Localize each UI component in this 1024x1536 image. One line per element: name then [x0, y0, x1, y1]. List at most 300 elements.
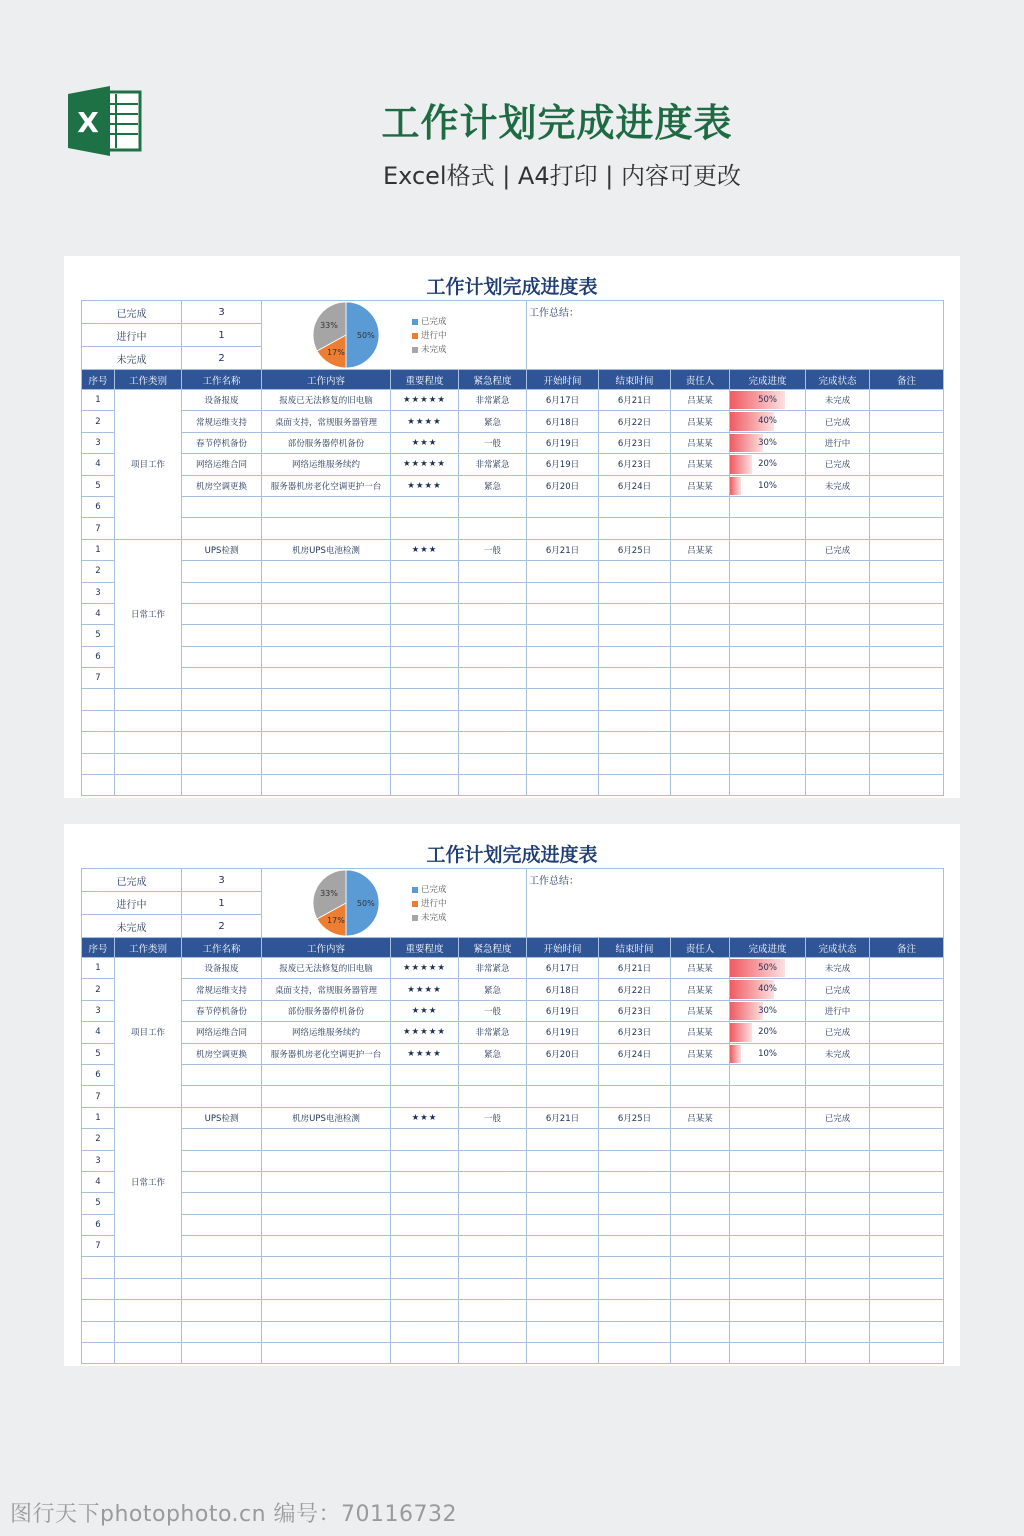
task-name[interactable] [182, 1150, 262, 1171]
blank-cell[interactable] [391, 689, 459, 710]
urgency[interactable] [459, 1171, 527, 1192]
blank-cell[interactable] [599, 1300, 671, 1321]
blank-cell[interactable] [806, 1257, 870, 1278]
progress-cell[interactable] [730, 625, 806, 646]
start-date[interactable]: 6月19日 [527, 1022, 599, 1043]
blank-cell[interactable] [115, 1300, 182, 1321]
blank-cell[interactable] [391, 732, 459, 753]
note[interactable] [870, 539, 944, 560]
progress-cell[interactable] [730, 668, 806, 689]
task-content[interactable]: 机房UPS电池检测 [262, 1107, 391, 1128]
end-date[interactable] [599, 496, 671, 517]
blank-cell[interactable] [391, 1343, 459, 1364]
end-date[interactable] [599, 561, 671, 582]
note[interactable] [870, 390, 944, 411]
blank-cell[interactable] [527, 1278, 599, 1299]
urgency[interactable] [459, 1150, 527, 1171]
start-date[interactable] [527, 1171, 599, 1192]
progress-cell[interactable] [730, 1236, 806, 1257]
importance-stars[interactable]: ★★★★★ [391, 958, 459, 979]
task-content[interactable] [262, 1171, 391, 1192]
importance-stars[interactable]: ★★★★ [391, 1043, 459, 1064]
blank-cell[interactable] [459, 1278, 527, 1299]
blank-cell[interactable] [459, 775, 527, 796]
status[interactable] [806, 496, 870, 517]
task-content[interactable] [262, 561, 391, 582]
progress-cell[interactable] [730, 1064, 806, 1085]
start-date[interactable]: 6月19日 [527, 454, 599, 475]
note[interactable] [870, 411, 944, 432]
status[interactable]: 已完成 [806, 454, 870, 475]
task-content[interactable]: 网络运维服务续约 [262, 454, 391, 475]
urgency[interactable]: 非常紧急 [459, 1022, 527, 1043]
task-name[interactable] [182, 1171, 262, 1192]
blank-cell[interactable] [806, 1321, 870, 1342]
blank-cell[interactable] [182, 710, 262, 731]
end-date[interactable]: 6月23日 [599, 454, 671, 475]
start-date[interactable]: 6月18日 [527, 411, 599, 432]
urgency[interactable] [459, 1214, 527, 1235]
importance-stars[interactable]: ★★★★ [391, 411, 459, 432]
blank-cell[interactable] [599, 1257, 671, 1278]
task-content[interactable]: 网络运维服务续约 [262, 1022, 391, 1043]
blank-cell[interactable] [870, 1343, 944, 1364]
urgency[interactable] [459, 1086, 527, 1107]
urgency[interactable]: 非常紧急 [459, 390, 527, 411]
importance-stars[interactable]: ★★★★ [391, 979, 459, 1000]
note[interactable] [870, 518, 944, 539]
blank-cell[interactable] [262, 732, 391, 753]
urgency[interactable]: 一般 [459, 432, 527, 453]
progress-cell[interactable] [730, 1171, 806, 1192]
note[interactable] [870, 496, 944, 517]
blank-cell[interactable] [870, 1321, 944, 1342]
blank-cell[interactable] [806, 689, 870, 710]
owner[interactable]: 吕某某 [671, 454, 730, 475]
owner[interactable] [671, 518, 730, 539]
task-name[interactable] [182, 1086, 262, 1107]
start-date[interactable]: 6月19日 [527, 432, 599, 453]
blank-cell[interactable] [527, 710, 599, 731]
blank-cell[interactable] [182, 732, 262, 753]
task-name[interactable]: 机房空调更换 [182, 475, 262, 496]
blank-cell[interactable] [527, 775, 599, 796]
blank-cell[interactable] [527, 1300, 599, 1321]
task-content[interactable] [262, 1236, 391, 1257]
blank-cell[interactable] [599, 1321, 671, 1342]
blank-cell[interactable] [730, 1257, 806, 1278]
note[interactable] [870, 1107, 944, 1128]
task-content[interactable]: 部份服务器停机备份 [262, 432, 391, 453]
start-date[interactable] [527, 1150, 599, 1171]
blank-cell[interactable] [262, 710, 391, 731]
blank-cell[interactable] [391, 1278, 459, 1299]
progress-cell[interactable] [730, 1150, 806, 1171]
owner[interactable] [671, 1193, 730, 1214]
task-content[interactable] [262, 668, 391, 689]
end-date[interactable] [599, 1236, 671, 1257]
task-name[interactable] [182, 561, 262, 582]
importance-stars[interactable] [391, 1150, 459, 1171]
note[interactable] [870, 432, 944, 453]
blank-cell[interactable] [459, 710, 527, 731]
task-name[interactable]: 春节停机备份 [182, 432, 262, 453]
blank-cell[interactable] [459, 1300, 527, 1321]
owner[interactable]: 吕某某 [671, 411, 730, 432]
blank-cell[interactable] [459, 689, 527, 710]
status[interactable] [806, 1171, 870, 1192]
task-content[interactable] [262, 1193, 391, 1214]
blank-cell[interactable] [870, 1300, 944, 1321]
blank-cell[interactable] [459, 1343, 527, 1364]
progress-cell[interactable] [730, 646, 806, 667]
blank-cell[interactable] [391, 1321, 459, 1342]
blank-cell[interactable] [599, 1343, 671, 1364]
task-name[interactable] [182, 496, 262, 517]
progress-cell[interactable] [730, 539, 806, 560]
start-date[interactable]: 6月19日 [527, 1000, 599, 1021]
status[interactable] [806, 1193, 870, 1214]
urgency[interactable] [459, 582, 527, 603]
owner[interactable]: 吕某某 [671, 958, 730, 979]
status[interactable] [806, 668, 870, 689]
start-date[interactable] [527, 1236, 599, 1257]
blank-cell[interactable] [115, 732, 182, 753]
task-content[interactable] [262, 603, 391, 624]
owner[interactable] [671, 1150, 730, 1171]
task-name[interactable] [182, 603, 262, 624]
note[interactable] [870, 979, 944, 1000]
end-date[interactable] [599, 1193, 671, 1214]
progress-cell[interactable] [730, 958, 806, 979]
urgency[interactable]: 紧急 [459, 411, 527, 432]
status[interactable] [806, 646, 870, 667]
status[interactable]: 未完成 [806, 390, 870, 411]
task-content[interactable] [262, 518, 391, 539]
note[interactable] [870, 603, 944, 624]
note[interactable] [870, 1236, 944, 1257]
end-date[interactable] [599, 1214, 671, 1235]
status[interactable] [806, 1236, 870, 1257]
blank-cell[interactable] [182, 689, 262, 710]
owner[interactable]: 吕某某 [671, 1000, 730, 1021]
end-date[interactable]: 6月25日 [599, 1107, 671, 1128]
progress-cell[interactable] [730, 475, 806, 496]
owner[interactable]: 吕某某 [671, 390, 730, 411]
progress-cell[interactable] [730, 411, 806, 432]
end-date[interactable] [599, 518, 671, 539]
owner[interactable] [671, 625, 730, 646]
blank-cell[interactable] [115, 753, 182, 774]
start-date[interactable]: 6月21日 [527, 1107, 599, 1128]
blank-cell[interactable] [262, 753, 391, 774]
blank-cell[interactable] [82, 753, 115, 774]
task-name[interactable] [182, 1236, 262, 1257]
blank-cell[interactable] [115, 1278, 182, 1299]
urgency[interactable] [459, 668, 527, 689]
end-date[interactable] [599, 1171, 671, 1192]
owner[interactable] [671, 496, 730, 517]
blank-cell[interactable] [82, 775, 115, 796]
blank-cell[interactable] [870, 689, 944, 710]
blank-cell[interactable] [115, 689, 182, 710]
importance-stars[interactable]: ★★★ [391, 539, 459, 560]
task-name[interactable]: 网络运维合同 [182, 454, 262, 475]
task-content[interactable] [262, 582, 391, 603]
owner[interactable]: 吕某某 [671, 1107, 730, 1128]
blank-cell[interactable] [806, 1343, 870, 1364]
blank-cell[interactable] [182, 1343, 262, 1364]
blank-cell[interactable] [459, 753, 527, 774]
urgency[interactable] [459, 561, 527, 582]
importance-stars[interactable]: ★★★★★ [391, 454, 459, 475]
task-content[interactable]: 报废已无法修复的旧电脑 [262, 390, 391, 411]
task-name[interactable]: 设备报废 [182, 958, 262, 979]
blank-cell[interactable] [671, 775, 730, 796]
blank-cell[interactable] [182, 1257, 262, 1278]
blank-cell[interactable] [262, 689, 391, 710]
work-summary[interactable]: 工作总结： [527, 869, 944, 938]
task-name[interactable]: 网络运维合同 [182, 1022, 262, 1043]
progress-cell[interactable] [730, 582, 806, 603]
blank-cell[interactable] [115, 1343, 182, 1364]
blank-cell[interactable] [182, 1278, 262, 1299]
blank-cell[interactable] [262, 775, 391, 796]
blank-cell[interactable] [730, 1343, 806, 1364]
start-date[interactable] [527, 1193, 599, 1214]
task-content[interactable] [262, 496, 391, 517]
urgency[interactable]: 紧急 [459, 475, 527, 496]
note[interactable] [870, 646, 944, 667]
start-date[interactable] [527, 1214, 599, 1235]
importance-stars[interactable]: ★★★★★ [391, 1022, 459, 1043]
start-date[interactable]: 6月21日 [527, 539, 599, 560]
note[interactable] [870, 475, 944, 496]
status[interactable] [806, 1064, 870, 1085]
start-date[interactable]: 6月20日 [527, 475, 599, 496]
blank-cell[interactable] [82, 1300, 115, 1321]
blank-cell[interactable] [599, 1278, 671, 1299]
blank-cell[interactable] [82, 1278, 115, 1299]
blank-cell[interactable] [806, 710, 870, 731]
status[interactable]: 进行中 [806, 1000, 870, 1021]
importance-stars[interactable] [391, 1064, 459, 1085]
end-date[interactable]: 6月21日 [599, 390, 671, 411]
urgency[interactable] [459, 1064, 527, 1085]
end-date[interactable] [599, 668, 671, 689]
end-date[interactable]: 6月25日 [599, 539, 671, 560]
task-content[interactable] [262, 625, 391, 646]
importance-stars[interactable]: ★★★★ [391, 475, 459, 496]
end-date[interactable] [599, 625, 671, 646]
progress-cell[interactable] [730, 1043, 806, 1064]
note[interactable] [870, 1150, 944, 1171]
end-date[interactable]: 6月22日 [599, 411, 671, 432]
status[interactable]: 未完成 [806, 958, 870, 979]
owner[interactable] [671, 582, 730, 603]
progress-cell[interactable] [730, 1107, 806, 1128]
blank-cell[interactable] [671, 710, 730, 731]
task-content[interactable]: 部份服务器停机备份 [262, 1000, 391, 1021]
urgency[interactable]: 紧急 [459, 1043, 527, 1064]
status[interactable]: 已完成 [806, 1107, 870, 1128]
blank-cell[interactable] [115, 775, 182, 796]
end-date[interactable] [599, 1129, 671, 1150]
task-name[interactable]: 春节停机备份 [182, 1000, 262, 1021]
importance-stars[interactable] [391, 1214, 459, 1235]
note[interactable] [870, 958, 944, 979]
progress-cell[interactable] [730, 979, 806, 1000]
task-name[interactable]: UPS检测 [182, 1107, 262, 1128]
progress-cell[interactable] [730, 603, 806, 624]
note[interactable] [870, 582, 944, 603]
owner[interactable] [671, 1064, 730, 1085]
note[interactable] [870, 1171, 944, 1192]
start-date[interactable] [527, 1129, 599, 1150]
start-date[interactable]: 6月20日 [527, 1043, 599, 1064]
owner[interactable] [671, 1236, 730, 1257]
blank-cell[interactable] [391, 1257, 459, 1278]
note[interactable] [870, 1129, 944, 1150]
blank-cell[interactable] [262, 1321, 391, 1342]
importance-stars[interactable]: ★★★ [391, 1000, 459, 1021]
end-date[interactable] [599, 582, 671, 603]
end-date[interactable]: 6月24日 [599, 1043, 671, 1064]
owner[interactable] [671, 646, 730, 667]
blank-cell[interactable] [115, 1321, 182, 1342]
task-content[interactable] [262, 1086, 391, 1107]
start-date[interactable] [527, 496, 599, 517]
importance-stars[interactable]: ★★★ [391, 432, 459, 453]
owner[interactable]: 吕某某 [671, 979, 730, 1000]
note[interactable] [870, 668, 944, 689]
note[interactable] [870, 1043, 944, 1064]
task-content[interactable]: 服务器机房老化空调更护一台 [262, 475, 391, 496]
task-name[interactable] [182, 582, 262, 603]
start-date[interactable] [527, 603, 599, 624]
importance-stars[interactable]: ★★★ [391, 1107, 459, 1128]
urgency[interactable] [459, 1129, 527, 1150]
urgency[interactable] [459, 625, 527, 646]
note[interactable] [870, 454, 944, 475]
blank-cell[interactable] [730, 1300, 806, 1321]
blank-cell[interactable] [262, 1343, 391, 1364]
blank-cell[interactable] [262, 1300, 391, 1321]
blank-cell[interactable] [82, 732, 115, 753]
blank-cell[interactable] [527, 689, 599, 710]
blank-cell[interactable] [182, 1300, 262, 1321]
blank-cell[interactable] [806, 732, 870, 753]
blank-cell[interactable] [527, 1343, 599, 1364]
importance-stars[interactable] [391, 1171, 459, 1192]
blank-cell[interactable] [671, 1257, 730, 1278]
urgency[interactable] [459, 1193, 527, 1214]
owner[interactable]: 吕某某 [671, 539, 730, 560]
importance-stars[interactable]: ★★★★★ [391, 390, 459, 411]
importance-stars[interactable] [391, 625, 459, 646]
blank-cell[interactable] [806, 1300, 870, 1321]
blank-cell[interactable] [391, 710, 459, 731]
blank-cell[interactable] [182, 1321, 262, 1342]
urgency[interactable]: 一般 [459, 539, 527, 560]
blank-cell[interactable] [870, 775, 944, 796]
blank-cell[interactable] [459, 1257, 527, 1278]
task-name[interactable] [182, 518, 262, 539]
blank-cell[interactable] [82, 710, 115, 731]
status[interactable]: 已完成 [806, 411, 870, 432]
blank-cell[interactable] [870, 1278, 944, 1299]
task-name[interactable] [182, 1064, 262, 1085]
blank-cell[interactable] [730, 732, 806, 753]
blank-cell[interactable] [391, 775, 459, 796]
blank-cell[interactable] [730, 775, 806, 796]
task-name[interactable]: 常规运维支持 [182, 979, 262, 1000]
progress-cell[interactable] [730, 390, 806, 411]
status[interactable] [806, 561, 870, 582]
blank-cell[interactable] [391, 753, 459, 774]
task-name[interactable]: 常规运维支持 [182, 411, 262, 432]
end-date[interactable]: 6月23日 [599, 1000, 671, 1021]
progress-cell[interactable] [730, 432, 806, 453]
owner[interactable] [671, 1171, 730, 1192]
start-date[interactable] [527, 582, 599, 603]
status[interactable]: 已完成 [806, 979, 870, 1000]
progress-cell[interactable] [730, 1193, 806, 1214]
blank-cell[interactable] [599, 753, 671, 774]
end-date[interactable]: 6月23日 [599, 1022, 671, 1043]
blank-cell[interactable] [391, 1300, 459, 1321]
work-summary[interactable]: 工作总结： [527, 301, 944, 370]
blank-cell[interactable] [671, 1343, 730, 1364]
blank-cell[interactable] [459, 732, 527, 753]
start-date[interactable]: 6月17日 [527, 390, 599, 411]
note[interactable] [870, 561, 944, 582]
owner[interactable] [671, 603, 730, 624]
task-content[interactable] [262, 1214, 391, 1235]
blank-cell[interactable] [671, 689, 730, 710]
start-date[interactable] [527, 1086, 599, 1107]
task-name[interactable] [182, 646, 262, 667]
end-date[interactable] [599, 603, 671, 624]
blank-cell[interactable] [262, 1257, 391, 1278]
status[interactable]: 未完成 [806, 475, 870, 496]
note[interactable] [870, 1000, 944, 1021]
owner[interactable] [671, 561, 730, 582]
urgency[interactable]: 非常紧急 [459, 454, 527, 475]
urgency[interactable]: 一般 [459, 1000, 527, 1021]
urgency[interactable]: 非常紧急 [459, 958, 527, 979]
status[interactable] [806, 603, 870, 624]
blank-cell[interactable] [82, 1257, 115, 1278]
task-name[interactable] [182, 625, 262, 646]
progress-cell[interactable] [730, 1086, 806, 1107]
task-name[interactable] [182, 1214, 262, 1235]
urgency[interactable] [459, 1236, 527, 1257]
task-content[interactable] [262, 1064, 391, 1085]
owner[interactable]: 吕某某 [671, 432, 730, 453]
status[interactable] [806, 582, 870, 603]
note[interactable] [870, 625, 944, 646]
progress-cell[interactable] [730, 1214, 806, 1235]
importance-stars[interactable] [391, 646, 459, 667]
urgency[interactable] [459, 646, 527, 667]
blank-cell[interactable] [82, 1321, 115, 1342]
start-date[interactable]: 6月18日 [527, 979, 599, 1000]
blank-cell[interactable] [82, 1343, 115, 1364]
blank-cell[interactable] [806, 1278, 870, 1299]
blank-cell[interactable] [182, 753, 262, 774]
end-date[interactable] [599, 646, 671, 667]
